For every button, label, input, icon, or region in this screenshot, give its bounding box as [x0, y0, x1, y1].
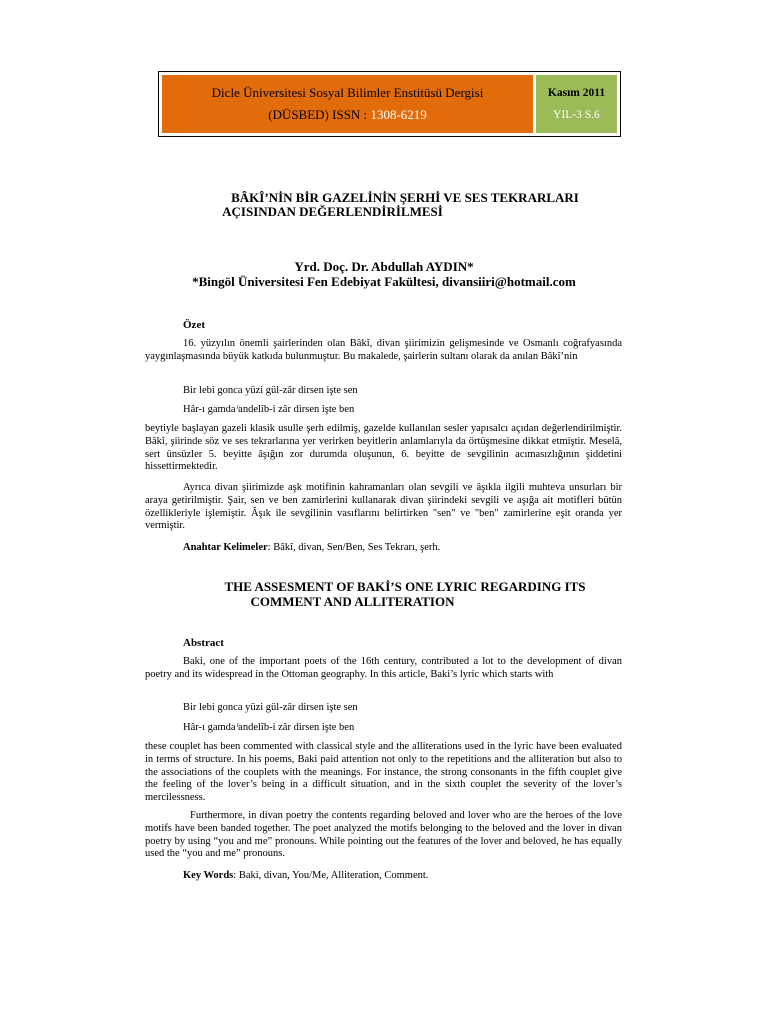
journal-name: Dicle Üniversitesi Sosyal Bilimler Enstitüsü Dergisi	[211, 85, 484, 100]
key-words	[183, 869, 428, 882]
ozet-verse-2: Hâr-ı gamda ͨandelîb-i zâr dirsen işte ben	[183, 404, 355, 415]
abstract-verse-1: Bir lebi gonca yüzi gül-zâr dirsen işte sen	[183, 702, 358, 713]
author-affiliation: *Bingöl Üniversitesi Fen Edebiyat Fakültesi, divansiiri@hotmail.com	[192, 274, 576, 289]
ozet-paragraph-2: beytiyle başlayan gazeli klasik usulle şerh edilmiş, gazelde kullanılan sesler yapısalcı açıdan değerlendirilmiştir. Bâkî, şiirinde söz ve ses tekrarlarına yer verirken beyitlerin anlamlarıyla da örtüşmesine dikkat etmiştir. Meselâ, sert ünsüzler 5. beyitte âşığın zor durumda oluşunun, 6. beyitte de sevgilinin acımasızlığının şiddetini hissettirmektedir.	[145, 423, 622, 473]
ozet-verse-1: Bir lebi gonca yüzi gül-zâr dirsen işte sen	[183, 385, 358, 396]
abstract-heading: Abstract	[183, 637, 224, 649]
turkish-title-line-1: BÂKÎ’NİN BİR GAZELİNİN ŞERHİ VE SES TEKRARLARI	[231, 190, 579, 205]
issue-box	[536, 75, 617, 133]
journal-header	[158, 71, 621, 137]
turkish-title-line-2: AÇISINDAN DEĞERLENDİRİLMESİ	[222, 204, 443, 219]
issue-number: YIL-3 S.6	[553, 109, 600, 121]
journal-header-inner	[162, 75, 617, 133]
journal-title-box	[162, 75, 533, 133]
ozet-paragraph-3: Ayrıca divan şiirimizde aşk motifinin kahramanları olan sevgili ve âşıkla ilgili muhteva unsurları bir araya getirilmiştir. Şair, sen ve ben zamirlerini kullanarak divan şiirindeki sevgili ve aşığa ait motifleri bütün özellikleriyle işlemiştir. Âşık ile sevgilinin vasıflarını belirtirken "sen" ve "ben" zamirlerine eşit oranda yer vermiştir.	[145, 482, 622, 532]
key-words-label: Key Words	[183, 870, 234, 881]
english-title-line-1: THE ASSESMENT OF BAKİ’S ONE LYRIC REGARDING ITS	[224, 579, 586, 594]
ozet-heading: Özet	[183, 319, 205, 331]
english-title-line-2: COMMENT AND ALLITERATION	[250, 594, 455, 609]
abstract-paragraph-2: these couplet has been commented with classical style and the alliterations used in the lyric have been evaluated in terms of structure. In his poems, Baki paid attention not only to the repetitions and the alliteration but also to the associations of the couplets with the meanings. For instance, the strong consonants in the fifth couplet give the feeling of the lover’s being in a difficult situation, and in the sixth couplet the severity of the lover’s mercilessness.	[145, 741, 622, 804]
anahtar-kelimeler-label: Anahtar Kelimeler	[183, 542, 268, 553]
issn-label: (DÜSBED) ISSN :	[268, 107, 371, 122]
issue-date: Kasım 2011	[547, 87, 606, 99]
anahtar-kelimeler	[183, 541, 440, 554]
abstract-paragraph-3: Furthermore, in divan poetry the contents regarding beloved and lover who are the heroes of the love motifs have been banded together. The poet analyzed the motifs belonging to the beloved and the lover in divan poetry by using “you and me” pronouns. While pointing out the features of the lover and beloved, he has equally used the “you and me” pronouns.	[145, 810, 622, 860]
abstract-verse-2: Hâr-ı gamda ͨandelîb-i zâr dirsen işte ben	[183, 722, 355, 733]
author-name: Yrd. Doç. Dr. Abdullah AYDIN*	[294, 259, 474, 274]
journal-issn-line	[268, 104, 427, 126]
anahtar-kelimeler-values: : Bâkî, divan, Sen/Ben, Ses Tekrarı, şerh.	[267, 542, 441, 553]
abstract-paragraph-1: Baki, one of the important poets of the 16th century, contributed a lot to the development of divan poetry and its widespread in the Ottoman geography. In this article, Baki’s lyric which starts with	[145, 656, 622, 680]
issn-number: 1308-6219	[370, 107, 427, 122]
key-words-values: : Baki, divan, You/Me, Alliteration, Comment.	[233, 870, 429, 881]
ozet-paragraph-1: 16. yüzyılın önemli şairlerinden olan Bâkî, divan şiirimizin gelişmesinde ve Osmanlı coğrafyasında yaygınlaşmasında büyük katkıda bulunmuştur. Bu makalede, şairlerin sultanı olarak da anılan Bâkî’nin	[145, 338, 622, 362]
